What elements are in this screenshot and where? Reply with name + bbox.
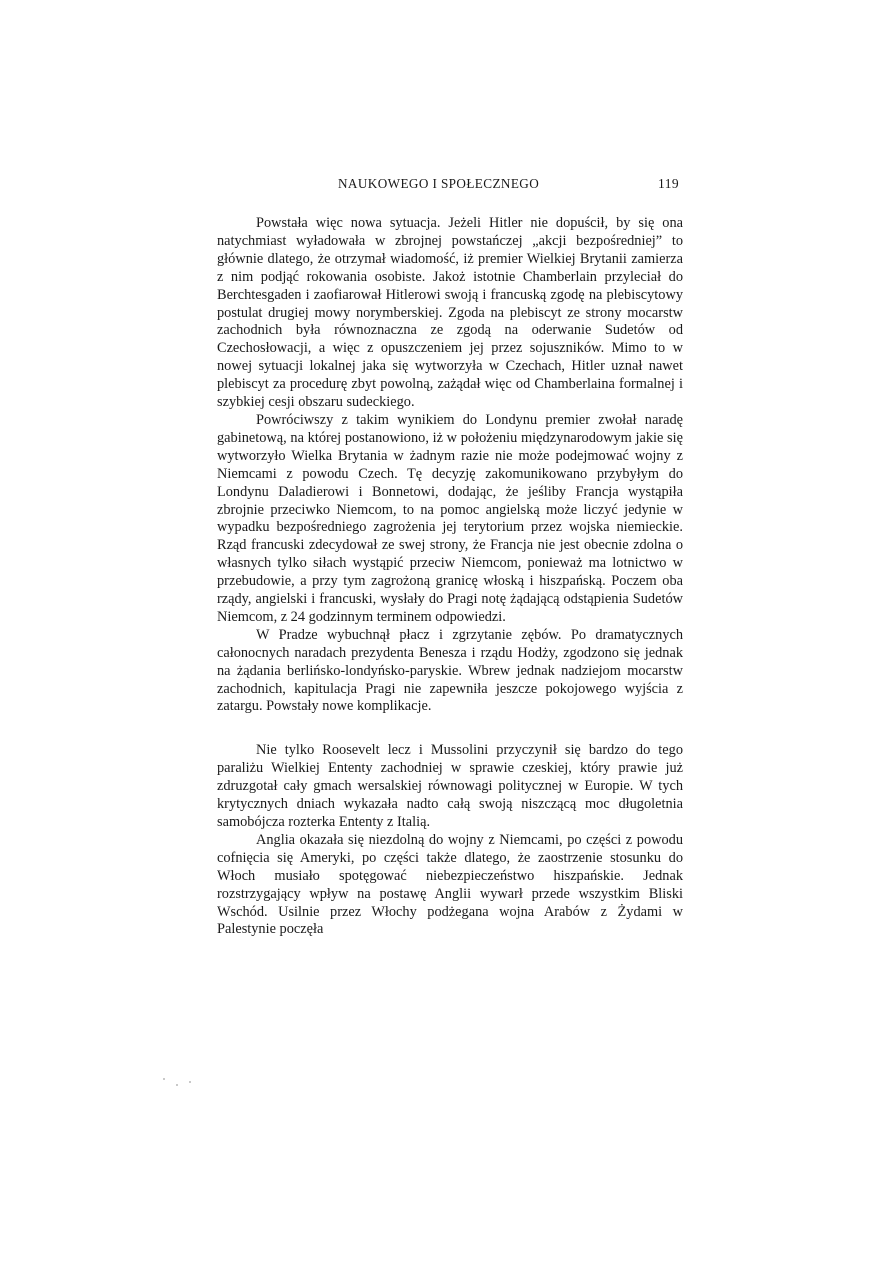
paragraph-4: Nie tylko Roosevelt lecz i Mussolini przyczynił się bardzo do tego paraliżu Wielkiej Ententy zachodniej w sprawie czeskiej, który prawie już zdruzgotał cały gmach wersalskiej równowagi politycznej w Europie. W tych krytycznych dniach wykazała nadto całą swoją niszczącą moc długoletnia samobójcza rozterka Ententy z Italią. xyxy=(217,742,683,830)
scan-speck xyxy=(163,1078,165,1080)
paragraph-2: Powróciwszy z takim wynikiem do Londynu premier zwołał naradę gabinetową, na której postanowiono, iż w położeniu międzynarodowym jakie się wytworzyło Wielka Brytania w żadnym razie nie może podejmować wojny z Niemcami z powodu Czech. Tę decyzję zakomunikowano przybyłym do Londynu Daladierowi i Bonnetowi, dodając, że jeśliby Francja wystąpiła zbrojnie przeciwko Niemcom, to na pomoc angielską może liczyć jedynie w wypadku bezpośredniego zagrożenia jej terytorium przez wojska niemieckie. Rząd francuski zdecydował ze swej strony, że Francja nie jest obecnie zdolna o własnych tylko siłach wystąpić przeciw Niemcom, ponieważ ma lotnictwo w przebudowie, a przy tym zagrożoną granicę włoską i hiszpańską. Poczem oba rządy, angielski i francuski, wysłały do Pragi notę żądającą odstąpienia Sudetów Niemcom, z 24 godzinnym terminem odpowiedzi. xyxy=(217,411,683,625)
paragraph-3: W Pradze wybuchnął płacz i zgrzytanie zębów. Po dramatycznych całonocnych naradach prezydenta Benesza i rządu Hodży, zgodzono się jednak na żądania berlińsko-londyńsko-paryskie. Wbrew jednak nadziejom mocarstw zachodnich, kapitulacja Pragi nie zapewniła jeszcze pokojowego wyjścia z zatargu. Powstały nowe komplikacje. xyxy=(217,626,683,715)
scan-speck xyxy=(189,1081,191,1083)
paragraph-5: Anglia okazała się niezdolną do wojny z Niemcami, po części z powodu cofnięcia się Ameryki, po części także dlatego, że zaostrzenie stosunku do Włoch musiało spotęgować niebezpieczeństwo hiszpańskie. Jednak rozstrzygający wpływ na postawę Anglii wywarł przede wszystkim Bliski Wschód. Usilnie przez Włochy podżegana wojna Arabów z Żydami w Palestynie poczęła xyxy=(217,831,683,938)
page-header xyxy=(240,176,681,194)
running-title: NAUKOWEGO I SPOŁECZNEGO xyxy=(338,176,540,191)
section-break xyxy=(217,716,683,742)
paragraph-1: Powstała więc nowa sytuacja. Jeżeli Hitler nie dopuścił, by się ona natychmiast wyładowała w zbrojnej powstańczej „akcji bezpośredniej” to głównie dlatego, że otrzymał wiadomość, iż premier Wielkiej Brytanii zamierza z nim podjąć rokowania osobiste. Jakoż istotnie Chamberlain przyleciał do Berchtesgaden i zaofiarował Hitlerowi swoją i francuską zgodę na plebiscytowy postulat drugiej mowy norymberskiej. Zgoda na plebiscyt ze strony mocarstw zachodnich była równoznaczna ze zgodą na oderwanie Sudetów od Czechosłowacji, a więc z opuszczeniem jej przez sojuszników. Mimo to w nowej sytuacji lokalnej jaka się wytworzyła w Czechach, Hitler uznał nawet plebiscyt za procedurę zbyt powolną, zażądał więc od Chamberlaina formalnej i szybkiej cesji obszaru sudeckiego. xyxy=(217,215,683,411)
page-number: 119 xyxy=(658,176,679,191)
scan-speck xyxy=(176,1084,178,1086)
body-text xyxy=(217,215,683,939)
